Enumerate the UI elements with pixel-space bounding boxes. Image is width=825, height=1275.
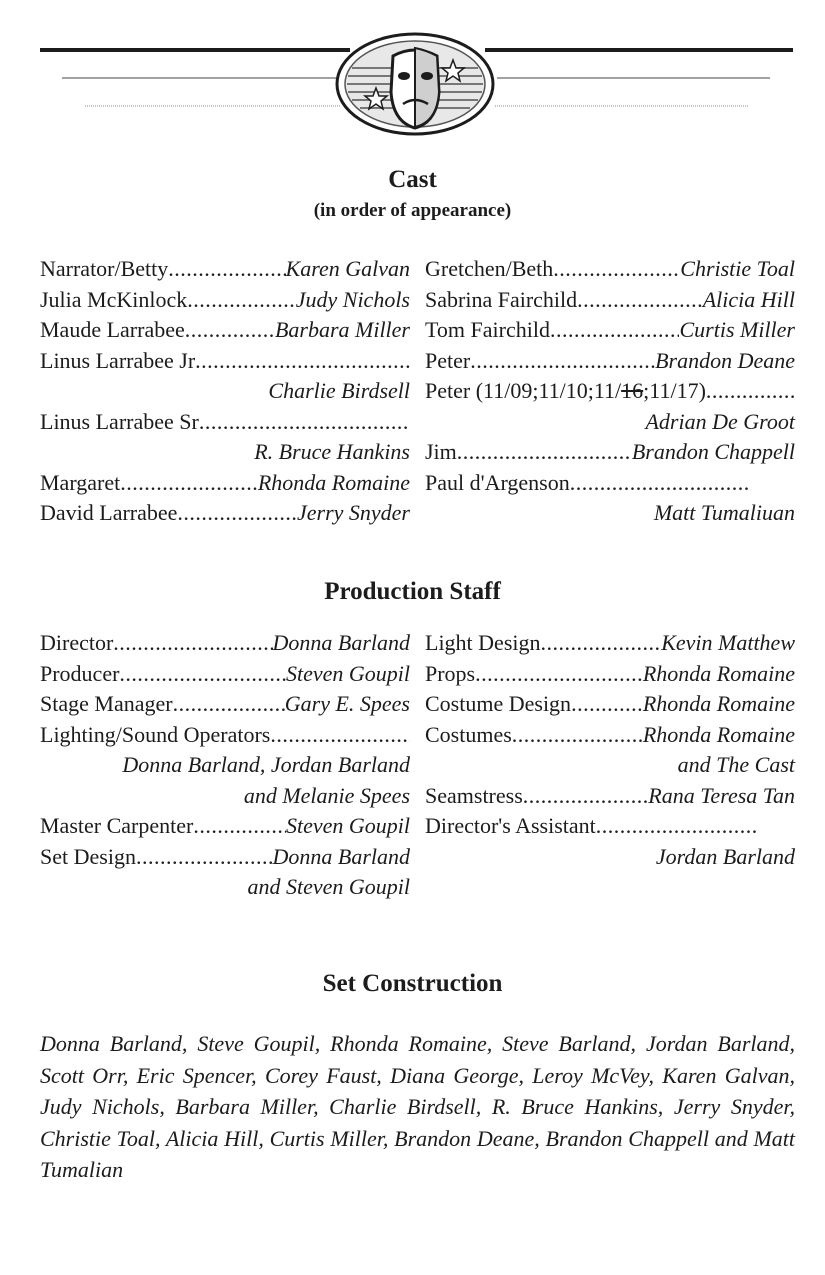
cast-entry — [425, 437, 795, 468]
person-name: Christie Toal — [680, 256, 795, 281]
cast-entry — [40, 468, 410, 499]
role-name: Props — [425, 660, 476, 686]
person-name: Judy Nichols — [295, 286, 410, 312]
role-name: Maude Larrabee — [40, 317, 185, 342]
role-name: Producer — [40, 660, 120, 686]
role-name: Sabrina Fairchild — [425, 286, 578, 312]
role-name: Seamstress — [425, 782, 523, 808]
production-title: Production Staff — [324, 578, 501, 605]
cast-entry — [425, 346, 795, 377]
cast-subtitle: (in order of appearance) — [313, 200, 512, 221]
role-name: Stage Manager — [40, 691, 173, 716]
person-name: Rhonda Romaine — [642, 660, 795, 686]
role-name: Director's Assistant — [425, 813, 596, 838]
person-name: R. Bruce Hankins — [254, 439, 410, 464]
staff-entry — [425, 720, 795, 781]
person-name: Charlie Birdsell — [268, 378, 410, 403]
staff-entry — [425, 811, 795, 872]
person-name: and Melanie Spees — [243, 782, 410, 808]
role-name: Gretchen/Beth — [425, 256, 554, 281]
role-name: Julia McKinlock — [40, 286, 188, 312]
person-name: Karen Galvan — [285, 256, 410, 281]
role-part: ;11/17) — [643, 378, 706, 403]
struck-date: 16 — [621, 378, 644, 403]
staff-entry — [40, 842, 410, 903]
cast-entry — [40, 346, 410, 407]
construction-title: Set Construction — [322, 970, 503, 997]
person-name: and Steven Goupil — [247, 874, 410, 899]
person-name: Barbara Miller — [274, 317, 410, 342]
staff-entry — [425, 781, 795, 812]
staff-entry — [40, 659, 410, 690]
cast-entry — [425, 376, 795, 437]
cast-entry — [425, 468, 795, 529]
person-name: Rhonda Romaine — [642, 691, 795, 716]
role-name: Costume Design — [425, 691, 572, 716]
staff-entry — [40, 689, 410, 720]
person-name: Donna Barland, Jordan Barland — [122, 752, 410, 777]
role-name: Master Carpenter — [40, 813, 194, 838]
person-name: Steven Goupil — [285, 813, 410, 838]
person-name: Curtis Miller — [679, 317, 795, 342]
person-name: Brandon Chappell — [631, 439, 795, 464]
staff-entry — [40, 720, 410, 812]
cast-entry — [425, 285, 795, 316]
role-name: Paul d'Argenson — [425, 469, 570, 495]
person-name: Alicia Hill — [702, 286, 795, 312]
person-name: Donna Barland — [272, 630, 410, 655]
role-name: Costumes — [425, 721, 512, 747]
role-name: Set Design — [40, 843, 136, 869]
person-name: Donna Barland — [272, 843, 410, 869]
role-name: David Larrabee — [40, 500, 178, 525]
staff-entry — [40, 628, 410, 659]
cast-entry — [425, 254, 795, 285]
role-name: Lighting/Sound Operators — [40, 721, 271, 747]
cast-entry — [425, 315, 795, 346]
staff-entry — [40, 811, 410, 842]
cast-left-column — [40, 254, 410, 529]
role-name: Linus Larrabee Sr — [40, 408, 199, 434]
person-name: Brandon Deane — [655, 347, 795, 373]
role-name: Jim — [425, 439, 457, 464]
theater-masks-emblem-icon — [0, 0, 825, 150]
person-name: Matt Tumaliuan — [653, 500, 795, 525]
cast-entry — [40, 285, 410, 316]
role-part: Peter (11/09;11/10;11/ — [425, 378, 622, 403]
role-name — [425, 376, 706, 407]
cast-title: Cast — [388, 166, 437, 193]
role-name: Margaret — [40, 469, 121, 495]
role-name: Tom Fairchild — [425, 317, 550, 342]
person-name: Rhonda Romaine — [642, 721, 795, 747]
construction-crew-list: Donna Barland, Steve Goupil, Rhonda Romaine, Steve Barland, Jordan Barland, Scott Orr, Eric Spencer, Corey Faust, Diana George, Leroy McVey, Karen Galvan, Judy Nichols, Barbara Miller, Charlie Birdsell, R. Bruce Hankins, Jerry Snyder, Christie Toal, Alicia Hill, Curtis Miller, Brandon Deane, Brandon Chappell and Matt Tumalian — [40, 1031, 795, 1182]
person-name: Rana Teresa Tan — [648, 782, 795, 808]
person-name: Jerry Snyder — [296, 500, 410, 525]
cast-right-column — [425, 254, 795, 529]
role-name: Narrator/Betty — [40, 256, 169, 281]
production-left-column — [40, 628, 410, 903]
staff-entry — [425, 659, 795, 690]
person-name: Rhonda Romaine — [257, 469, 410, 495]
header-ornament — [0, 0, 825, 150]
person-name: Jordan Barland — [655, 843, 795, 869]
cast-entry — [40, 254, 410, 285]
role-name: Director — [40, 630, 114, 655]
cast-entry — [40, 315, 410, 346]
person-name: Kevin Matthew — [661, 630, 795, 655]
staff-entry — [425, 689, 795, 720]
person-name: Adrian De Groot — [645, 408, 795, 434]
production-right-column — [425, 628, 795, 872]
cast-entry — [40, 498, 410, 529]
role-name: Light Design — [425, 630, 541, 655]
cast-entry — [40, 407, 410, 468]
person-name: Steven Goupil — [285, 660, 410, 686]
person-name: and The Cast — [677, 752, 795, 777]
staff-entry — [425, 628, 795, 659]
person-name: Gary E. Spees — [284, 691, 410, 716]
role-name: Peter — [425, 347, 471, 373]
role-name: Linus Larrabee Jr — [40, 347, 196, 373]
